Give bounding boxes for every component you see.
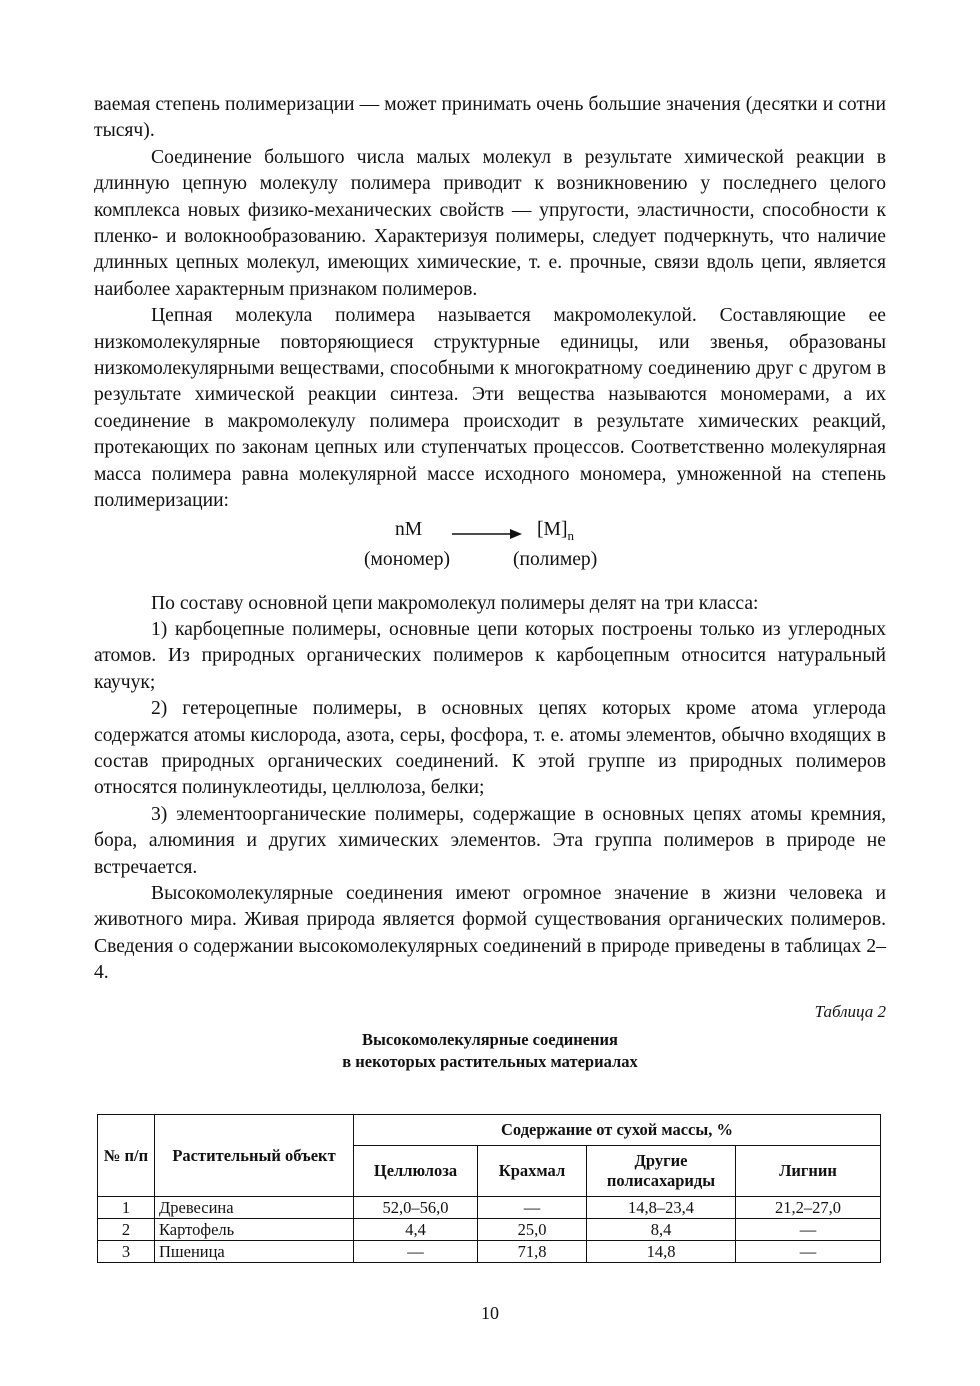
table-cell: 21,2–27,0 (736, 1197, 881, 1219)
list-item: 1) карбоцепные полимеры, основные цепи которых построены только из углеродных атомов. Из природных органических полимеров к карбоцепным относится натуральный каучук; (94, 618, 886, 693)
table-cell: — (736, 1219, 881, 1241)
table-cell: 14,8 (587, 1241, 736, 1263)
table-cell: 8,4 (587, 1219, 736, 1241)
table-cell: 3 (98, 1241, 155, 1263)
paragraph: Соединение большого числа малых молекул в результате химической реакции в длинную цепную молекулу полимера приводит к возникновению у последнего целого комплекса новых физико-механических свойств — упругости, эластичности, способности к пленко- и волокнообразованию. Характеризуя полимеры, следует подчеркнуть, что наличие длинных цепных молекул, имеющих химические, т. е. прочные, связи вдоль цепи, является наиболее характерным признаком полимеров. (94, 146, 886, 300)
formula-polymer: $[M]_n$ (537, 518, 574, 543)
formula-monomer: nM (395, 518, 423, 540)
table-cell: 4,4 (354, 1219, 478, 1241)
header-column: Лигнин (736, 1146, 881, 1197)
header-group: Содержание от сухой массы, % (354, 1115, 881, 1146)
header-column: Целлюлоза (354, 1146, 478, 1197)
table-cell: 52,0–56,0 (354, 1197, 478, 1219)
data-table (97, 1114, 881, 1263)
header-number: № п/п (98, 1115, 155, 1197)
table-row (98, 1219, 881, 1241)
table-cell: Пшеница (155, 1241, 354, 1263)
page-number: 10 (481, 1303, 499, 1323)
reaction-arrow-icon (452, 527, 524, 541)
paragraph: ваемая степень полимеризации — может принимать очень большие значения (десятки и сотни тысяч). (94, 94, 886, 142)
table-cell: 14,8–23,4 (587, 1197, 736, 1219)
table-cell: 25,0 (478, 1219, 587, 1241)
table-cell: — (354, 1241, 478, 1263)
list-item: 2) гетероцепные полимеры, в основных цепях которых кроме атома углерода содержатся атомы кислорода, азота, серы, фосфора, т. е. атомы элементов, обычно входящих в состав природных органических соединений. К этой группе из природных полимеров относятся полинуклеотиды, целлюлоза, белки; (94, 698, 886, 799)
table-cell: 71,8 (478, 1241, 587, 1263)
formula-polymer-caption: (полимер) (513, 548, 598, 570)
table-title: Высокомолекулярные соединения в некоторых растительных материалах (342, 1029, 638, 1071)
table-cell: Древесина (155, 1197, 354, 1219)
formula-monomer-caption: (мономер) (364, 548, 451, 570)
table-cell: — (736, 1241, 881, 1263)
table-row (98, 1241, 881, 1263)
table-row (98, 1197, 881, 1219)
table-cell: 1 (98, 1197, 155, 1219)
table-cell: 2 (98, 1219, 155, 1241)
list-item: 3) элементоорганические полимеры, содержащие в основных цепях атомы кремния, бора, алюминия и других химических элементов. Эта группа полимеров в природе не встречается. (94, 803, 886, 878)
table-cell: — (478, 1197, 587, 1219)
header-column: Крахмал (478, 1146, 587, 1197)
paragraph: По составу основной цепи макромолекул полимеры делят на три класса: (151, 592, 759, 614)
paragraph: Высокомолекулярные соединения имеют огромное значение в жизни человека и животного мира. Живая природа является формой существования органических полимеров. Сведения о содержании высокомолекулярных соединений в природе приведены в таблицах 2–4. (94, 882, 886, 984)
reaction-formula (94, 517, 886, 585)
table-cell: Картофель (155, 1219, 354, 1241)
header-column: Другие полисахариды (587, 1146, 736, 1197)
paragraph: Цепная молекула полимера называется макромолекулой. Составляющие ее низкомолекулярные повторяющиеся структурные единицы, или звенья, образованы низкомолекулярными веществами, способными к многократному соединению друг с другом в результате химической реакции синтеза. Эти вещества называются мономерами, а их соединение в макромолекулу полимера происходит в результате химических реакций, протекающих по законам цепных или ступенчатых процессов. Соответственно молекулярная масса полимера равна молекулярной массе исходного мономера, умноженной на степень полимеризации: (94, 305, 886, 512)
header-object: Растительный объект (155, 1115, 354, 1197)
page-content (94, 92, 886, 1073)
table-caption: Таблица 2 (814, 1001, 886, 1021)
